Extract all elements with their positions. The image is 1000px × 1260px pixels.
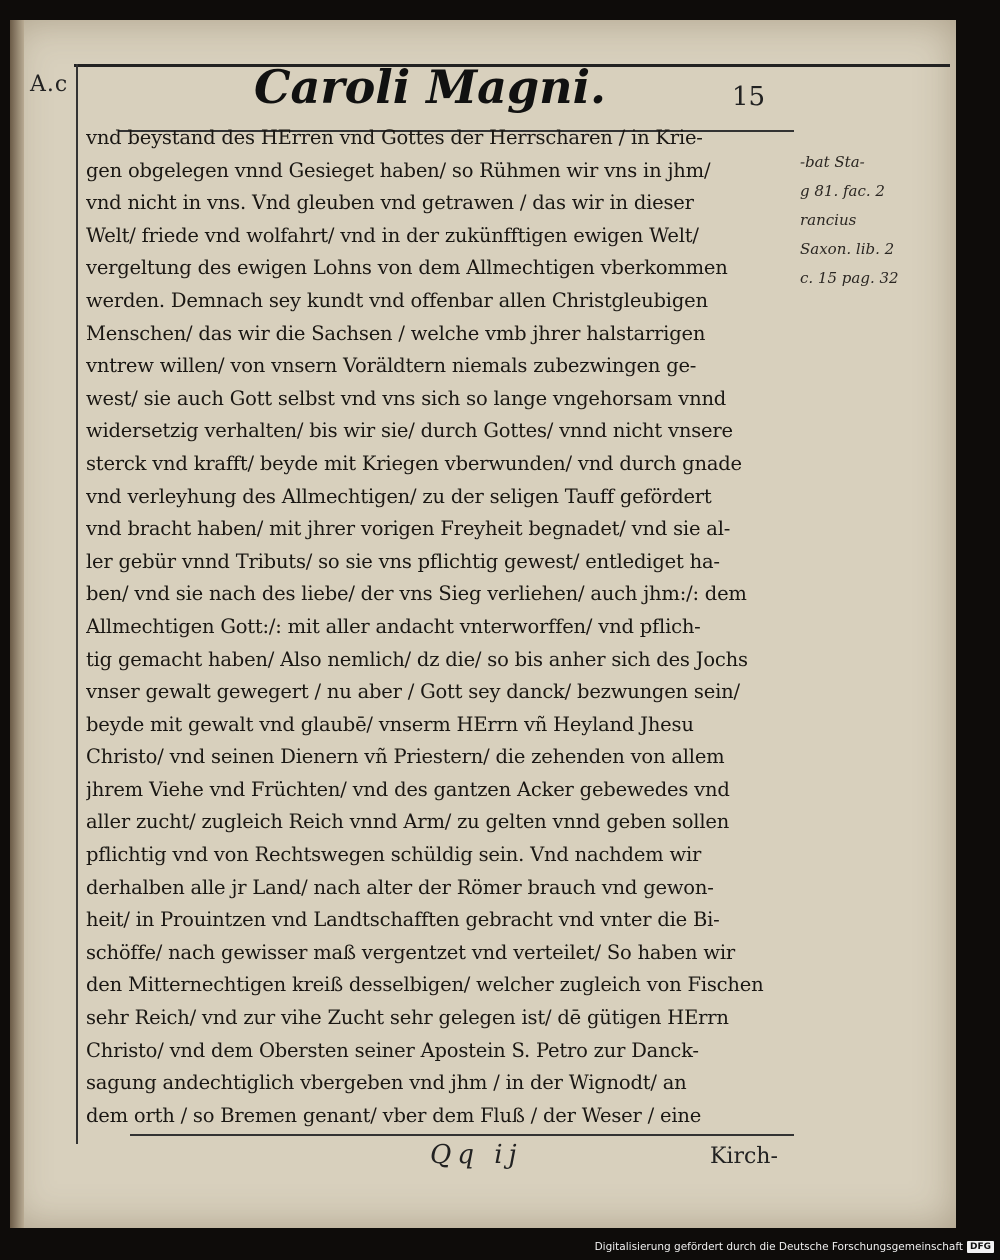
margin-note: g 81. fac. 2 <box>800 182 885 200</box>
running-title: Caroli Magni. <box>253 60 607 114</box>
text-line: Christo/ vnd dem Obersten seiner Apostein S. Petro zur Danck- <box>86 1038 699 1062</box>
text-line: vnd beystand des HErren vnd Gottes der Herrscharen / in Krie- <box>86 126 703 149</box>
text-line: dem orth / so Bremen genant/ vber dem Fluß / der Weser / eine <box>86 1103 702 1127</box>
catchword: Kirch- <box>710 1144 778 1169</box>
text-line: schöffe/ nach gewisser maß vergentzet vnd verteilet/ So haben wir <box>86 940 735 964</box>
page-spine-shadow <box>10 20 24 1228</box>
text-line: sterck vnd krafft/ beyde mit Kriegen vberwunden/ vnd durch gnade <box>86 451 742 475</box>
digitization-footer <box>595 1238 994 1256</box>
text-line: ler gebür vnnd Tributs/ so sie vns pflichtig gewest/ entlediget ha- <box>86 549 720 573</box>
text-line: derhalben alle jr Land/ nach alter der Römer brauch vnd gewon- <box>86 875 714 899</box>
text-line: pflichtig vnd von Rechtswegen schüldig sein. Vnd nachdem wir <box>86 843 702 867</box>
text-line: Welt/ friede vnd wolfahrt/ vnd in der zukünfftigen ewigen Welt/ <box>86 223 699 247</box>
text-line: vnd nicht in vns. Vnd gleuben vnd getrawen / das wir in dieser <box>86 191 694 215</box>
text-line: vntrew willen/ von vnsern Voräldtern niemals zubezwingen ge- <box>86 354 697 378</box>
text-line: heit/ in Prouintzen vnd Landtschafften gebracht vnd vnter die Bi- <box>86 908 720 932</box>
text-line: vnd bracht haben/ mit jhrer vorigen Freyheit begnadet/ vnd sie al- <box>86 517 731 541</box>
text-line: aller zucht/ zugleich Reich vnnd Arm/ zu gelten vnnd geben sollen <box>86 810 730 834</box>
margin-note: -bat Sta- <box>800 153 865 171</box>
text-line: vnser gewalt gewegert / nu aber / Gott sey danck/ bezwungen sein/ <box>86 680 740 704</box>
text-line: gen obgelegen vnnd Gesieget haben/ so Rühmen wir vns in jhm/ <box>86 158 711 182</box>
text-line: widersetzig verhalten/ bis wir sie/ durch Gottes/ vnnd nicht vnsere <box>86 419 733 443</box>
text-line: sagung andechtiglich vbergeben vnd jhm / in der Wignodt/ an <box>86 1071 687 1095</box>
footer-rule <box>130 1134 794 1136</box>
signature-mark: Qq ij <box>430 1140 523 1170</box>
text-line: den Mitternechtigen kreiß desselbigen/ welcher zugleich von Fischen <box>86 973 764 997</box>
dfg-logo: DFG <box>967 1241 994 1253</box>
text-line: ben/ vnd sie nach des liebe/ der vns Sieg verliehen/ auch jhm:/: dem <box>86 582 747 606</box>
text-line: Menschen/ das wir die Sachsen / welche vmb jhrer halstarrigen <box>86 321 706 345</box>
footer-text: Digitalisierung gefördert durch die Deutsche Forschungsgemeinschaft <box>594 1241 963 1253</box>
margin-note: Saxon. lib. 2 <box>800 240 895 258</box>
text-line: west/ sie auch Gott selbst vnd vns sich so lange vngehorsam vnnd <box>86 386 727 410</box>
book-page <box>10 20 956 1228</box>
margin-marker: A.c <box>30 72 69 97</box>
text-line: jhrem Viehe vnd Früchten/ vnd des gantzen Acker gebewedes vnd <box>86 777 730 801</box>
text-line: vnd verleyhung des Allmechtigen/ zu der seligen Tauff gefördert <box>86 484 712 508</box>
left-frame-rule <box>76 64 78 1144</box>
text-line: werden. Demnach sey kundt vnd offenbar allen Christgleubigen <box>86 288 708 312</box>
body-text <box>86 122 802 1132</box>
margin-note: rancius <box>800 211 857 229</box>
text-line: Allmechtigen Gott:/: mit aller andacht vnterworffen/ vnd pflich- <box>86 614 701 638</box>
text-line: vergeltung des ewigen Lohns von dem Allmechtigen vberkommen <box>86 256 728 280</box>
page-number: 15 <box>732 82 766 112</box>
margin-note: c. 15 pag. 32 <box>800 269 899 287</box>
text-line: sehr Reich/ vnd zur vihe Zucht sehr gelegen ist/ dē gütigen HErrn <box>86 1006 729 1030</box>
text-line: Christo/ vnd seinen Dienern vñ Priestern/ die zehenden von allem <box>86 745 725 769</box>
margin-notes <box>800 148 940 293</box>
text-line: tig gemacht haben/ Also nemlich/ dz die/ so bis anher sich des Jochs <box>86 647 748 671</box>
text-line: beyde mit gewalt vnd glaubē/ vnserm HErrn vñ Heyland Jhesu <box>86 712 694 736</box>
